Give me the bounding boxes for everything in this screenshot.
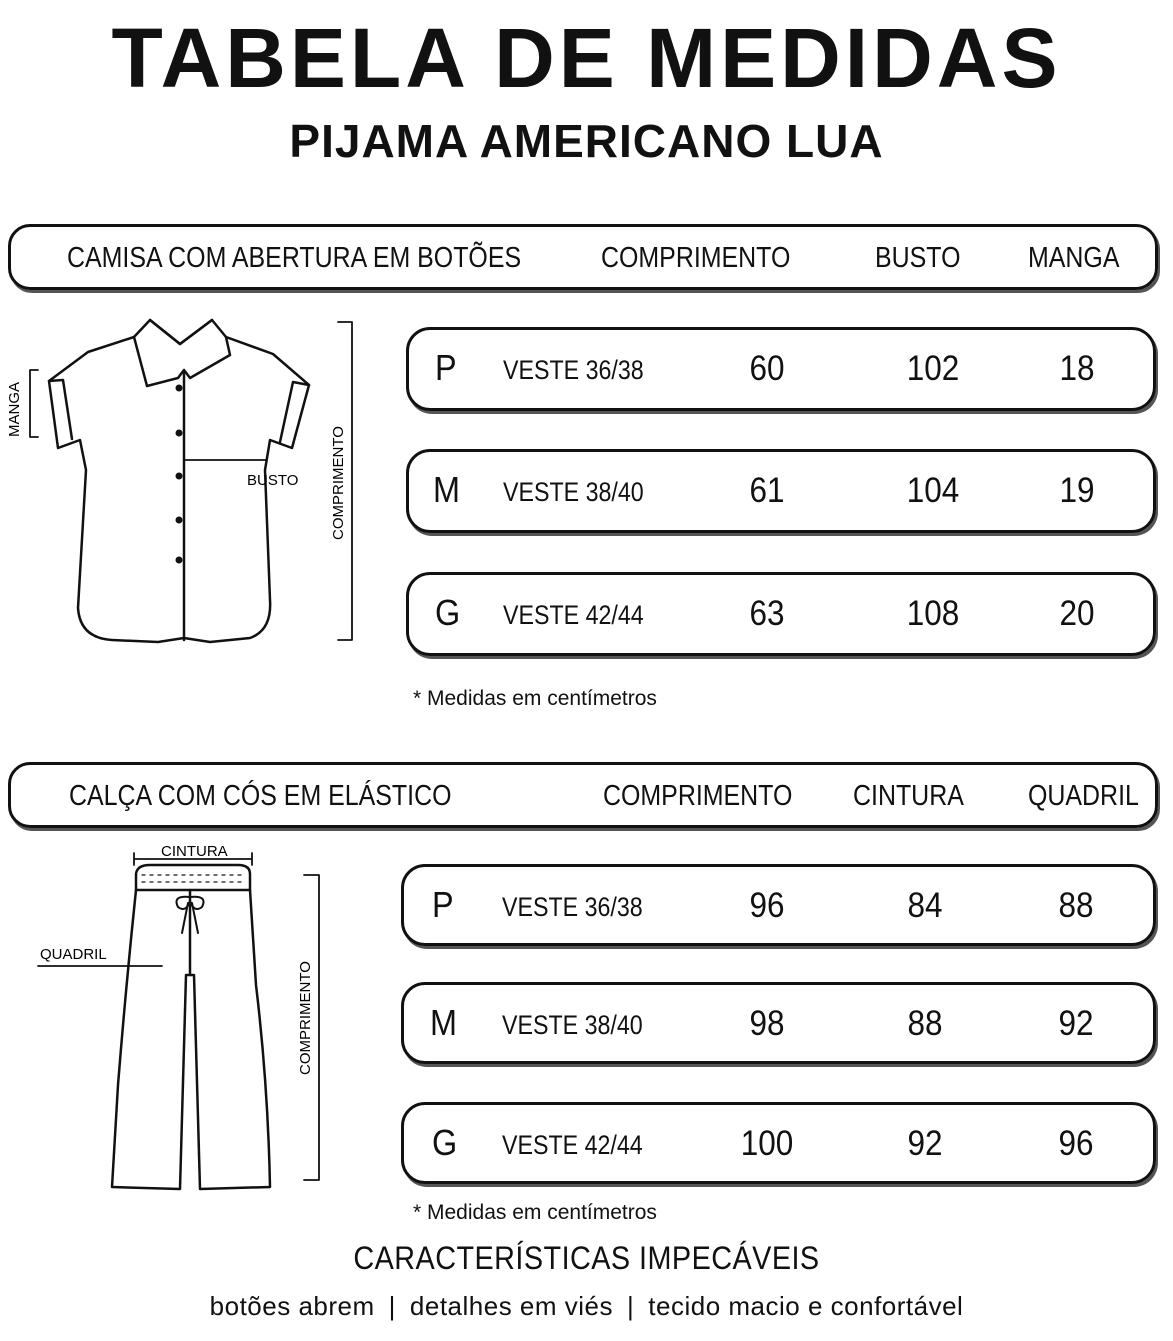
veste-label: VESTE 42/44 bbox=[502, 1130, 643, 1160]
value-cintura: 92 bbox=[907, 1124, 943, 1163]
label-cintura: CINTURA bbox=[161, 843, 228, 860]
button-3 bbox=[176, 473, 183, 480]
value-manga: 19 bbox=[1059, 471, 1095, 510]
pants-col-quadril: QUADRIL bbox=[1028, 780, 1139, 812]
pants-diagram bbox=[0, 835, 340, 1195]
shirt-outline bbox=[49, 337, 309, 642]
waistband bbox=[136, 865, 250, 890]
shirt-row-m bbox=[406, 449, 1156, 533]
shirt-note: * Medidas em centímetros bbox=[413, 687, 657, 710]
button-1 bbox=[176, 385, 183, 392]
pants-header-bar bbox=[8, 762, 1158, 828]
size-label: G bbox=[435, 592, 461, 633]
pants-note: * Medidas em centímetros bbox=[413, 1201, 657, 1224]
feature-item: botões abrem bbox=[209, 1291, 375, 1321]
manga-bracket bbox=[30, 370, 38, 437]
page-subtitle: PIJAMA AMERICANO LUA bbox=[289, 115, 884, 167]
size-label: P bbox=[435, 347, 457, 388]
value-quadril: 92 bbox=[1058, 1004, 1094, 1043]
pants-row-g bbox=[401, 1102, 1156, 1184]
shirt-col-manga: MANGA bbox=[1028, 242, 1120, 274]
value-quadril: 96 bbox=[1058, 1124, 1094, 1163]
button-2 bbox=[176, 430, 183, 437]
value-busto: 102 bbox=[906, 349, 960, 388]
pants-col-cintura: CINTURA bbox=[853, 780, 964, 812]
shirt-collar bbox=[134, 320, 230, 386]
value-busto: 104 bbox=[906, 471, 960, 510]
label-busto: BUSTO bbox=[247, 472, 299, 489]
value-comprimento: 96 bbox=[749, 886, 785, 925]
value-comprimento: 63 bbox=[749, 594, 785, 633]
feature-item: tecido macio e confortável bbox=[648, 1291, 964, 1321]
shirt-col-comprimento: COMPRIMENTO bbox=[601, 242, 791, 274]
value-cintura: 84 bbox=[907, 886, 943, 925]
page-title: TABELA DE MEDIDAS bbox=[111, 11, 1062, 105]
veste-label: VESTE 36/38 bbox=[503, 355, 644, 385]
features-heading: CARACTERÍSTICAS IMPECÁVEIS bbox=[353, 1240, 820, 1276]
button-5 bbox=[176, 557, 183, 564]
label-comprimento: COMPRIMENTO bbox=[330, 426, 347, 540]
shirt-row-g bbox=[406, 572, 1156, 656]
value-comprimento: 60 bbox=[749, 349, 785, 388]
veste-label: VESTE 38/40 bbox=[502, 1010, 643, 1040]
value-quadril: 88 bbox=[1058, 886, 1094, 925]
shirt-diagram bbox=[0, 300, 380, 660]
shirt-header-bar bbox=[8, 224, 1158, 290]
pants-col-comprimento: COMPRIMENTO bbox=[603, 780, 793, 812]
size-label: M bbox=[430, 1002, 457, 1043]
veste-label: VESTE 42/44 bbox=[503, 600, 644, 630]
veste-label: VESTE 36/38 bbox=[502, 892, 643, 922]
button-4 bbox=[176, 517, 183, 524]
pants-row-m bbox=[401, 982, 1156, 1064]
label-quadril: QUADRIL bbox=[40, 946, 107, 963]
label-comprimento: COMPRIMENTO bbox=[297, 961, 314, 1075]
value-comprimento: 98 bbox=[749, 1004, 785, 1043]
value-comprimento: 100 bbox=[740, 1124, 794, 1163]
pants-name: CALÇA COM CÓS EM ELÁSTICO bbox=[69, 780, 452, 812]
size-label: P bbox=[432, 884, 454, 925]
feature-separator: | bbox=[388, 1291, 396, 1321]
pants-row-p bbox=[401, 864, 1156, 946]
shirt-row-p bbox=[406, 327, 1156, 411]
value-busto: 108 bbox=[906, 594, 960, 633]
value-manga: 18 bbox=[1059, 349, 1095, 388]
veste-label: VESTE 38/40 bbox=[503, 477, 644, 507]
shirt-col-busto: BUSTO bbox=[875, 242, 961, 274]
shirt-name: CAMISA COM ABERTURA EM BOTÕES bbox=[67, 242, 522, 274]
features-tagline bbox=[0, 1288, 1173, 1324]
size-label: M bbox=[433, 469, 460, 510]
value-cintura: 88 bbox=[907, 1004, 943, 1043]
feature-separator: | bbox=[627, 1291, 635, 1321]
value-manga: 20 bbox=[1059, 594, 1095, 633]
value-comprimento: 61 bbox=[749, 471, 785, 510]
label-manga: MANGA bbox=[6, 381, 23, 437]
feature-item: detalhes em viés bbox=[409, 1291, 614, 1321]
size-label: G bbox=[432, 1122, 458, 1163]
